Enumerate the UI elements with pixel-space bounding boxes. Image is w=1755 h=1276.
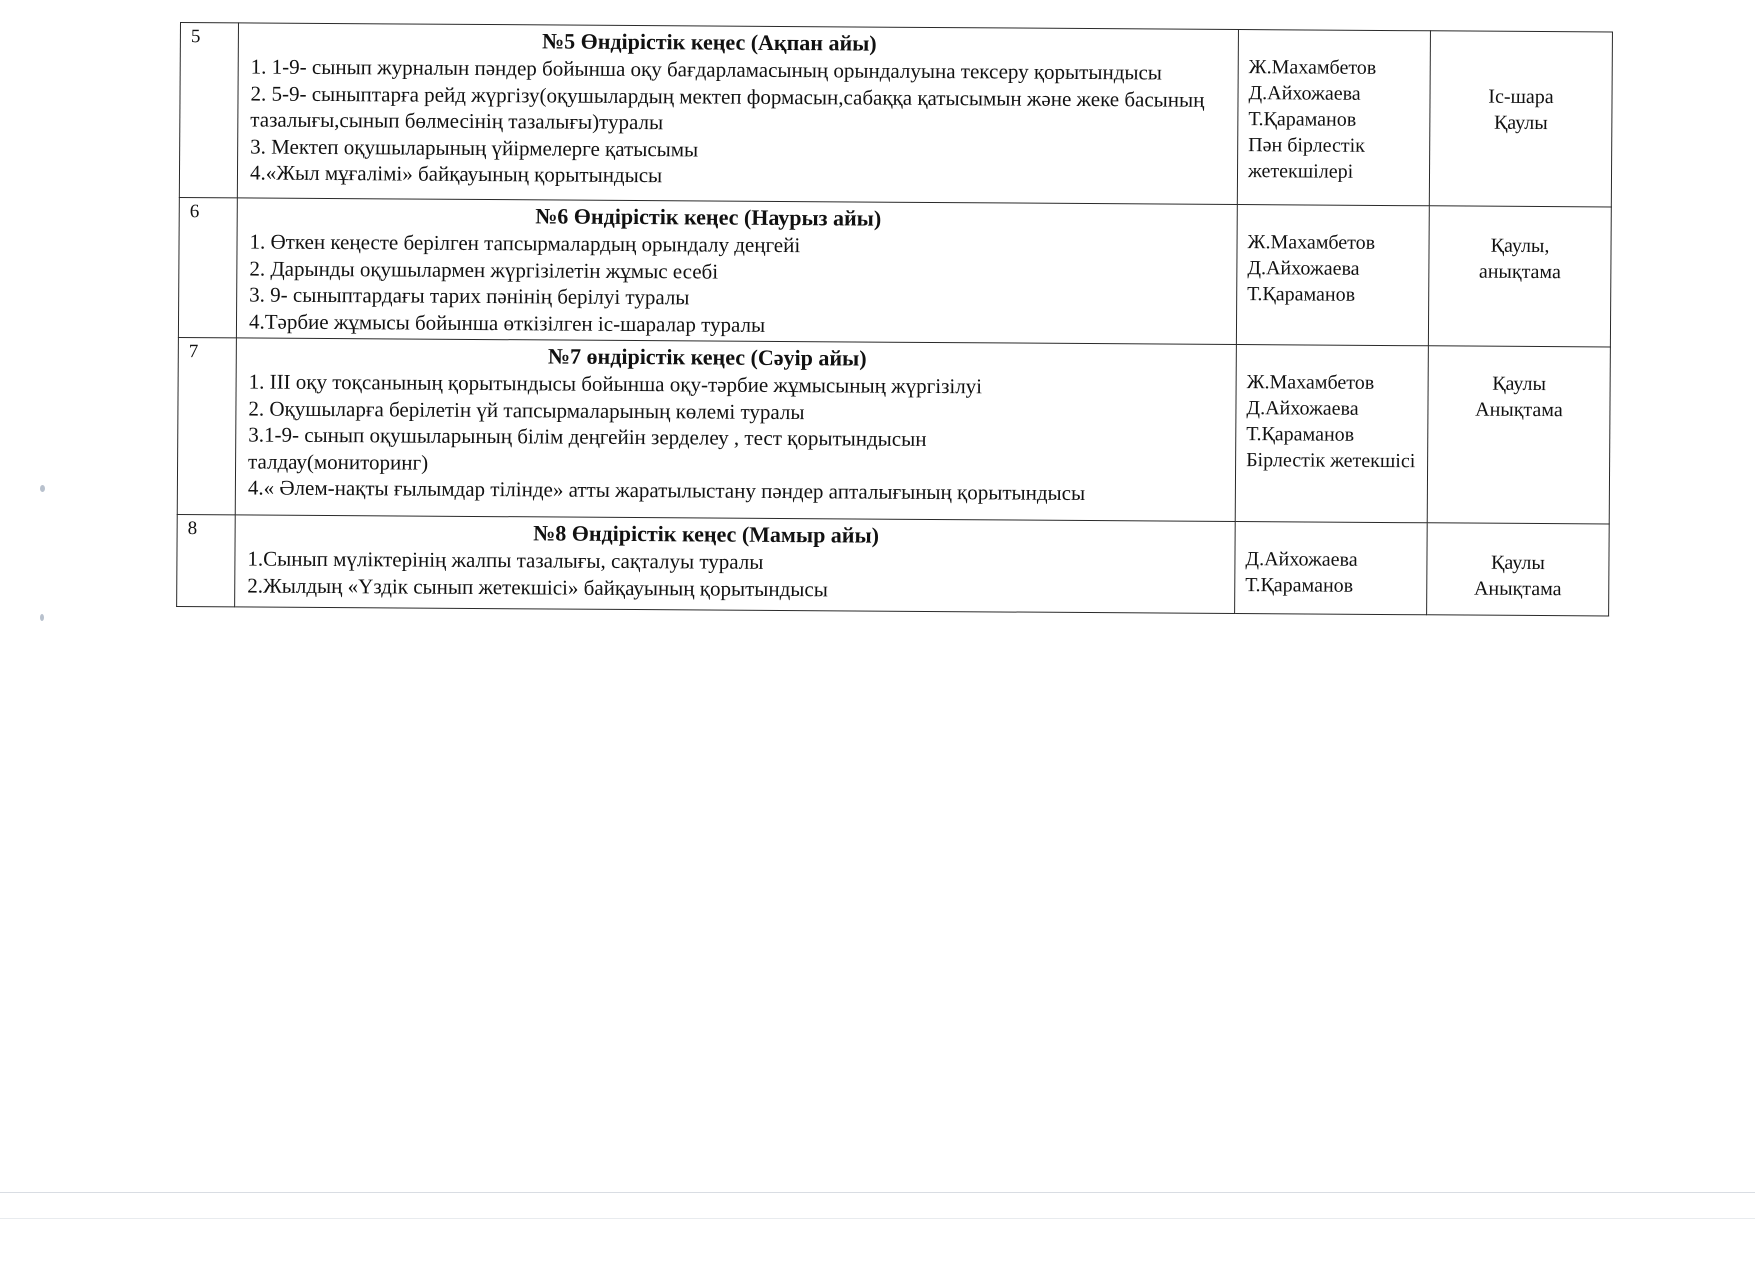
result-form-list (1432, 370, 1605, 423)
agenda-item: 2. 5-9- сыныптарға рейд жүргізу(оқушылардың мектеп формасын,сабаққа қатысымын және жеке басының тазалығы,сынып бөлмесінің тазалығы)туралы (250, 80, 1205, 135)
scan-edge-line (0, 1218, 1755, 1219)
responsible-person: Д.Айхожаева (1247, 257, 1360, 280)
result-form-cell (1429, 31, 1612, 207)
meeting-title: №8 Өндірістік кеңес (Мамыр айы) (533, 520, 880, 548)
agenda-item: 3. 9- сыныптардағы тарих пәнінің берілуі туралы (249, 282, 690, 310)
agenda-item: 4.«Жыл мұғалімі» байқауының қорытындысы (249, 160, 663, 188)
responsible-person: Ж.Махамбетов (1247, 231, 1376, 254)
agenda-list (249, 228, 1227, 340)
agenda-cell (235, 338, 1236, 522)
table-row (177, 514, 1610, 615)
result-form: Қаулы, (1490, 234, 1550, 258)
result-form-cell (1428, 206, 1611, 347)
agenda-item: 3.1-9- сынып оқушыларының білім деңгейін зерделеу , тест қорытындысын талдау(мониторинг) (248, 422, 927, 475)
agenda-cell (236, 198, 1237, 345)
row-number: 8 (177, 514, 236, 606)
agenda-item: 1. ІІІ оқу тоқсанының қорытындысы бойынша оқу-тәрбие жұмысының жүргізілуі (248, 369, 983, 399)
meeting-title: №5 Өндірістік кеңес (Ақпан айы) (541, 28, 877, 56)
agenda-item: 1. 1-9- сынып журналын пәндер бойынша оқу бағдарламасының орындалуына тексеру қорытындысы (250, 54, 1163, 85)
responsible-list (1245, 546, 1420, 599)
row-number: 5 (179, 23, 238, 198)
result-form: анықтама (1478, 260, 1561, 284)
result-form-cell (1427, 346, 1610, 524)
agenda-cell (235, 515, 1236, 614)
responsible-cell (1236, 205, 1429, 346)
agenda-list (248, 368, 1226, 507)
responsible-cell (1237, 30, 1430, 206)
document-sheet (176, 22, 1612, 616)
table-row (177, 337, 1610, 523)
agenda-list (250, 53, 1228, 192)
agenda-list (247, 545, 1224, 604)
responsible-cell (1235, 522, 1428, 615)
agenda-item: 2.Жылдың «Үздік сынып жетекшісі» байқауының қорытындысы (247, 572, 828, 601)
result-form-list (1433, 232, 1606, 285)
responsible-person: Бірлестік жетекшісі (1246, 449, 1416, 473)
agenda-item: 3. Мектеп оқушыларының үйірмелерге қатысымы (250, 133, 699, 161)
agenda-cell (237, 23, 1238, 205)
result-form: Қаулы (1492, 372, 1547, 396)
meeting-plan-table (176, 22, 1613, 616)
agenda-item: 2. Дарынды оқушылармен жүргізілетін жұмыс есебі (249, 255, 719, 284)
responsible-person: Д.Айхожаева (1245, 548, 1358, 571)
responsible-list (1247, 229, 1423, 308)
agenda-item: 4.Тәрбие жұмысы бойынша өткізілген іс-шаралар туралы (248, 308, 766, 337)
result-form-list (1431, 549, 1604, 602)
responsible-person: Пән бірлестік жетекшілері (1247, 134, 1366, 183)
responsible-person: Ж.Махамбетов (1248, 56, 1377, 79)
responsible-person: Д.Айхожаева (1246, 397, 1359, 420)
responsible-person: Д.Айхожаева (1248, 82, 1361, 105)
responsible-list (1248, 54, 1424, 185)
agenda-item: 1.Сынып мүліктерінің жалпы тазалығы, сақталуы туралы (247, 546, 764, 574)
responsible-person: Т.Қараманов (1248, 108, 1357, 131)
scan-edge-line (0, 1192, 1755, 1193)
scan-speck (40, 614, 44, 621)
responsible-cell (1235, 345, 1428, 523)
result-form-cell (1427, 523, 1610, 616)
result-form: Анықтама (1475, 398, 1563, 422)
meeting-title: №7 өндірістік кеңес (Сәуір айы) (547, 343, 867, 371)
table-row (178, 197, 1611, 346)
result-form: Қаулы (1490, 551, 1545, 575)
row-number: 7 (177, 337, 236, 514)
row-number: 6 (178, 197, 237, 337)
agenda-item: 1. Өткен кеңесте берілген тапсырмалардың орындалу деңгейі (249, 229, 801, 258)
result-form-list (1434, 83, 1607, 136)
responsible-list (1246, 369, 1422, 474)
result-form: Іс-шара (1488, 85, 1554, 109)
result-form: Қаулы (1493, 111, 1548, 135)
agenda-item: 4.« Әлем-нақты ғылымдар тілінде» атты жаратылыстану пәндер апталығының қорытындысы (247, 475, 1086, 506)
responsible-person: Т.Қараманов (1246, 423, 1355, 446)
responsible-person: Т.Қараманов (1245, 574, 1354, 597)
table-row (179, 23, 1612, 207)
responsible-person: Ж.Махамбетов (1246, 371, 1375, 394)
result-form: Анықтама (1473, 577, 1562, 601)
agenda-item: 2. Оқушыларға берілетін үй тапсырмаларының көлемі туралы (248, 395, 805, 424)
meeting-title: №6 Өндірістік кеңес (Наурыз айы) (535, 203, 882, 231)
responsible-person: Т.Қараманов (1247, 283, 1356, 306)
scan-speck (40, 485, 45, 492)
